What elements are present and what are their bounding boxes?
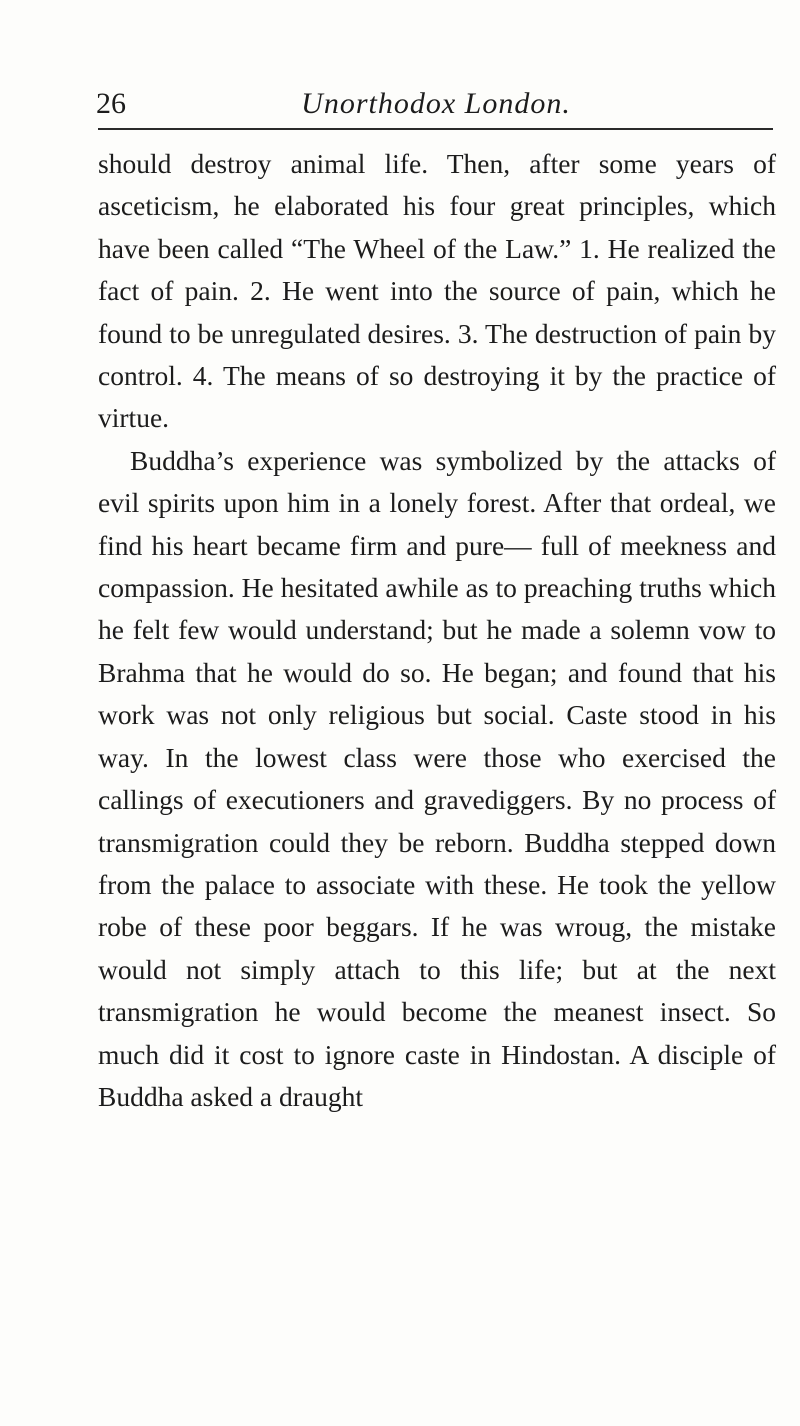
running-head — [96, 84, 776, 124]
running-title: Unorthodox London. — [301, 87, 571, 120]
body-text — [98, 143, 776, 1118]
header-rule — [98, 128, 773, 130]
page-number: 26 — [96, 87, 126, 120]
paragraph: should destroy animal life. Then, after some years of asceticism, he elaborated his four great principles, which have been called “The Wheel of the Law.” 1. He realized the fact of pain. 2. He went into the source of pain, which he found to be unregulated desires. 3. The destruction of pain by control. 4. The means of so destroying it by the practice of virtue. — [98, 148, 776, 434]
paragraph: Buddha’s experience was symbolized by the attacks of evil spirits upon him in a lonely forest. After that ordeal, we find his heart became firm and pure— full of meekness and compassion. He hesitated awhile as to preaching truths which he felt few would understand; but he made a solemn vow to Brahma that he would do so. He began; and found that his work was not only religious but social. Caste stood in his way. In the lowest class were those who exercised the callings of executioners and gravediggers. By no process of transmigration could they be reborn. Buddha stepped down from the palace to associate with these. He took the yellow robe of these poor beggars. If he was wroug, the mistake would not simply attach to this life; but at the next transmigration he would become the meanest insect. So much did it cost to ignore caste in Hindostan. A disciple of Buddha asked a draught — [98, 444, 776, 1112]
